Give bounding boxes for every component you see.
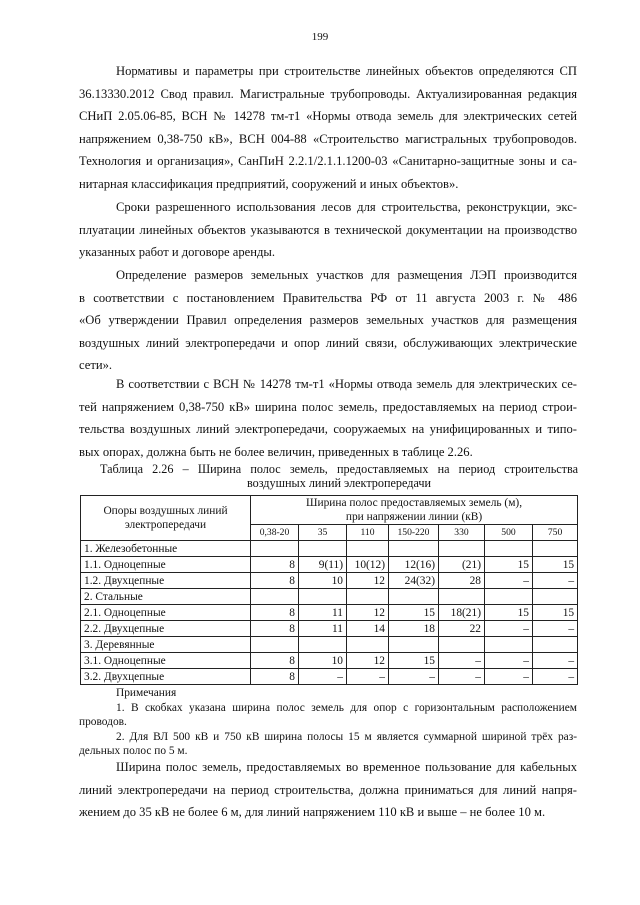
column-header-width bbox=[251, 496, 578, 525]
row-label: 3.2. Двухцепные bbox=[81, 669, 251, 685]
width-value: 15 bbox=[389, 605, 439, 621]
width-value: – bbox=[533, 621, 578, 637]
page-number: 199 bbox=[311, 31, 329, 43]
empty-cell bbox=[439, 541, 485, 557]
table-section-row bbox=[81, 589, 578, 605]
note-line: 2. Для ВЛ 500 кВ и 750 кВ ширина полосы 15 м является суммарной шириной трёх раз- bbox=[116, 730, 577, 743]
row-label: 1.2. Двухцепные bbox=[81, 573, 251, 589]
text-line: вых опорах, должна быть не более величин, приведенных в таблице 2.26. bbox=[79, 444, 473, 459]
voltage-header: 110 bbox=[347, 525, 389, 541]
text-line: В соответствии с ВСН № 14278 тм-т1 «Нормы отвода земель для электрических се- bbox=[116, 377, 577, 391]
width-value: 18 bbox=[389, 621, 439, 637]
column-header-width-line: Ширина полос предоставляемых земель (м), bbox=[305, 497, 523, 509]
text-line: напряжением 0,38-750 кВ», ВСН 004-88 «Строительство магистральных трубопроводов. bbox=[79, 131, 577, 146]
width-value: 11 bbox=[299, 605, 347, 621]
text-line: Технология и организация», СанПиН 2.2.1/2.1.1.1200-03 «Санитарно-защитные зоны и са- bbox=[79, 154, 577, 169]
text-line: в соответствии с постановлением Правительства РФ от 11 августа 2003 г. № 486 bbox=[79, 290, 577, 305]
width-value: 8 bbox=[251, 669, 299, 685]
text-line: СНиП 2.05.06-85, ВСН № 14278 тм-т1 «Нормы отвода земель для электрических сетей bbox=[79, 109, 577, 124]
text-line: сети». bbox=[79, 358, 113, 373]
empty-cell bbox=[251, 589, 299, 605]
table-notes bbox=[79, 686, 577, 759]
column-header-width-line: при напряжении линии (кВ) bbox=[345, 511, 483, 523]
width-value: – bbox=[347, 669, 389, 685]
width-value: 12 bbox=[347, 653, 389, 669]
empty-cell bbox=[439, 589, 485, 605]
table-row bbox=[81, 557, 578, 573]
note-line: 1. В скобках указана ширина полос земель для опор с горизонтальным расположением bbox=[116, 701, 577, 714]
voltage-header: 330 bbox=[439, 525, 485, 541]
voltage-header: 150-220 bbox=[389, 525, 439, 541]
width-value: 18(21) bbox=[439, 605, 485, 621]
width-value: 8 bbox=[251, 605, 299, 621]
table-section-row bbox=[81, 541, 578, 557]
width-value: 15 bbox=[485, 605, 533, 621]
width-value: – bbox=[533, 653, 578, 669]
row-label: 2. Стальные bbox=[81, 589, 251, 605]
row-label: 1. Железобетонные bbox=[81, 541, 251, 557]
empty-cell bbox=[485, 589, 533, 605]
empty-cell bbox=[347, 589, 389, 605]
text-line: 36.13330.2012 Свод правил. Магистральные трубопроводы. Актуализированная редакция bbox=[79, 86, 577, 101]
width-value: – bbox=[485, 669, 533, 685]
empty-cell bbox=[389, 589, 439, 605]
width-value: 9(11) bbox=[299, 557, 347, 573]
empty-cell bbox=[389, 541, 439, 557]
text-line: тей напряжением 0,38-750 кВ» ширина полос земель, предоставляемых на период строи- bbox=[79, 399, 577, 414]
table-row bbox=[81, 653, 578, 669]
width-value: 12(16) bbox=[389, 557, 439, 573]
voltage-header: 750 bbox=[533, 525, 578, 541]
text-line: Определение размеров земельных участков для размещения ЛЭП производится bbox=[116, 268, 577, 282]
paragraph-vsn-width bbox=[79, 373, 577, 463]
paragraph-cable-lines bbox=[79, 756, 577, 824]
table-row bbox=[81, 573, 578, 589]
empty-cell bbox=[299, 541, 347, 557]
table-body bbox=[81, 496, 578, 685]
width-value: 11 bbox=[299, 621, 347, 637]
voltage-header: 0,38-20 bbox=[251, 525, 299, 541]
width-value: 10 bbox=[299, 573, 347, 589]
note-line: проводов. bbox=[79, 716, 127, 728]
row-label: 3. Деревянные bbox=[81, 637, 251, 653]
width-value: 15 bbox=[533, 605, 578, 621]
row-label: 1.1. Одноцепные bbox=[81, 557, 251, 573]
width-value: – bbox=[439, 669, 485, 685]
table-header-row bbox=[81, 496, 578, 525]
text-line: указанных работ и договоре аренды. bbox=[79, 245, 276, 260]
width-value: – bbox=[439, 653, 485, 669]
width-value: 15 bbox=[533, 557, 578, 573]
row-label: 3.1. Одноцепные bbox=[81, 653, 251, 669]
width-value: 24(32) bbox=[389, 573, 439, 589]
width-value: 8 bbox=[251, 557, 299, 573]
paragraph-norms bbox=[79, 60, 577, 196]
width-value: – bbox=[485, 653, 533, 669]
width-value: 22 bbox=[439, 621, 485, 637]
table-section-row bbox=[81, 637, 578, 653]
table-caption-line: воздушных линий электропередачи bbox=[246, 476, 432, 490]
empty-cell bbox=[299, 637, 347, 653]
empty-cell bbox=[439, 637, 485, 653]
width-value: – bbox=[533, 669, 578, 685]
width-value: 12 bbox=[347, 573, 389, 589]
width-value: 8 bbox=[251, 573, 299, 589]
text-line: тельства воздушных линий электропередачи, сооружаемых на унифицированных и типо- bbox=[79, 422, 577, 437]
note-line: дельных полос по 5 м. bbox=[79, 745, 188, 757]
table-row bbox=[81, 621, 578, 637]
row-label: 2.1. Одноцепные bbox=[81, 605, 251, 621]
text-line: «Об утверждении Правил определения размеров земельных участков для размещения bbox=[79, 313, 577, 328]
width-value: 15 bbox=[389, 653, 439, 669]
text-line: линий электропередачи на период строительства, должна приниматься для линий напря- bbox=[79, 782, 577, 797]
table-caption bbox=[100, 462, 578, 490]
empty-cell bbox=[485, 637, 533, 653]
column-header-supports: Опоры воздушных линий электропередачи bbox=[81, 496, 251, 541]
empty-cell bbox=[347, 541, 389, 557]
text-line: Ширина полос земель, предоставляемых во временное пользование для кабельных bbox=[116, 760, 577, 774]
table-row bbox=[81, 669, 578, 685]
empty-cell bbox=[251, 637, 299, 653]
text-line: плуатации линейных объектов указываются в технической документации на производство bbox=[79, 222, 577, 237]
width-value: – bbox=[485, 573, 533, 589]
width-value: (21) bbox=[439, 557, 485, 573]
table-row bbox=[81, 605, 578, 621]
empty-cell bbox=[389, 637, 439, 653]
width-value: 10 bbox=[299, 653, 347, 669]
width-value: 14 bbox=[347, 621, 389, 637]
empty-cell bbox=[533, 637, 578, 653]
paragraph-land-plots bbox=[79, 264, 577, 377]
paragraph-forest-terms bbox=[79, 196, 577, 264]
width-value: 10(12) bbox=[347, 557, 389, 573]
text-line: воздушных линий электропередачи и опор линий связи, обслуживающих электрические bbox=[79, 335, 577, 350]
empty-cell bbox=[533, 541, 578, 557]
empty-cell bbox=[251, 541, 299, 557]
width-value: – bbox=[485, 621, 533, 637]
text-line: жением до 35 кВ не более 6 м, для линий напряжением 110 кВ и выше – не более 10 м. bbox=[79, 805, 546, 820]
row-label: 2.2. Двухцепные bbox=[81, 621, 251, 637]
width-value: 8 bbox=[251, 653, 299, 669]
width-value: 12 bbox=[347, 605, 389, 621]
width-value: – bbox=[389, 669, 439, 685]
width-value: 8 bbox=[251, 621, 299, 637]
table-caption-line: Таблица 2.26 – Ширина полос земель, предоставляемых на период строительства bbox=[100, 462, 578, 476]
width-value: 28 bbox=[439, 573, 485, 589]
empty-cell bbox=[347, 637, 389, 653]
voltage-header: 35 bbox=[299, 525, 347, 541]
width-value: – bbox=[533, 573, 578, 589]
text-line: Нормативы и параметры при строительстве линейных объектов определяются СП bbox=[116, 64, 577, 78]
empty-cell bbox=[485, 541, 533, 557]
notes-title: Примечания bbox=[116, 687, 177, 699]
text-line: Сроки разрешенного использования лесов для строительства, реконструкции, экс- bbox=[116, 200, 577, 214]
voltage-header: 500 bbox=[485, 525, 533, 541]
width-value: 15 bbox=[485, 557, 533, 573]
empty-cell bbox=[299, 589, 347, 605]
empty-cell bbox=[533, 589, 578, 605]
width-value: – bbox=[299, 669, 347, 685]
width-table bbox=[80, 495, 578, 685]
text-line: нитарная классификация предприятий, сооружений и иных объектов». bbox=[79, 176, 459, 191]
